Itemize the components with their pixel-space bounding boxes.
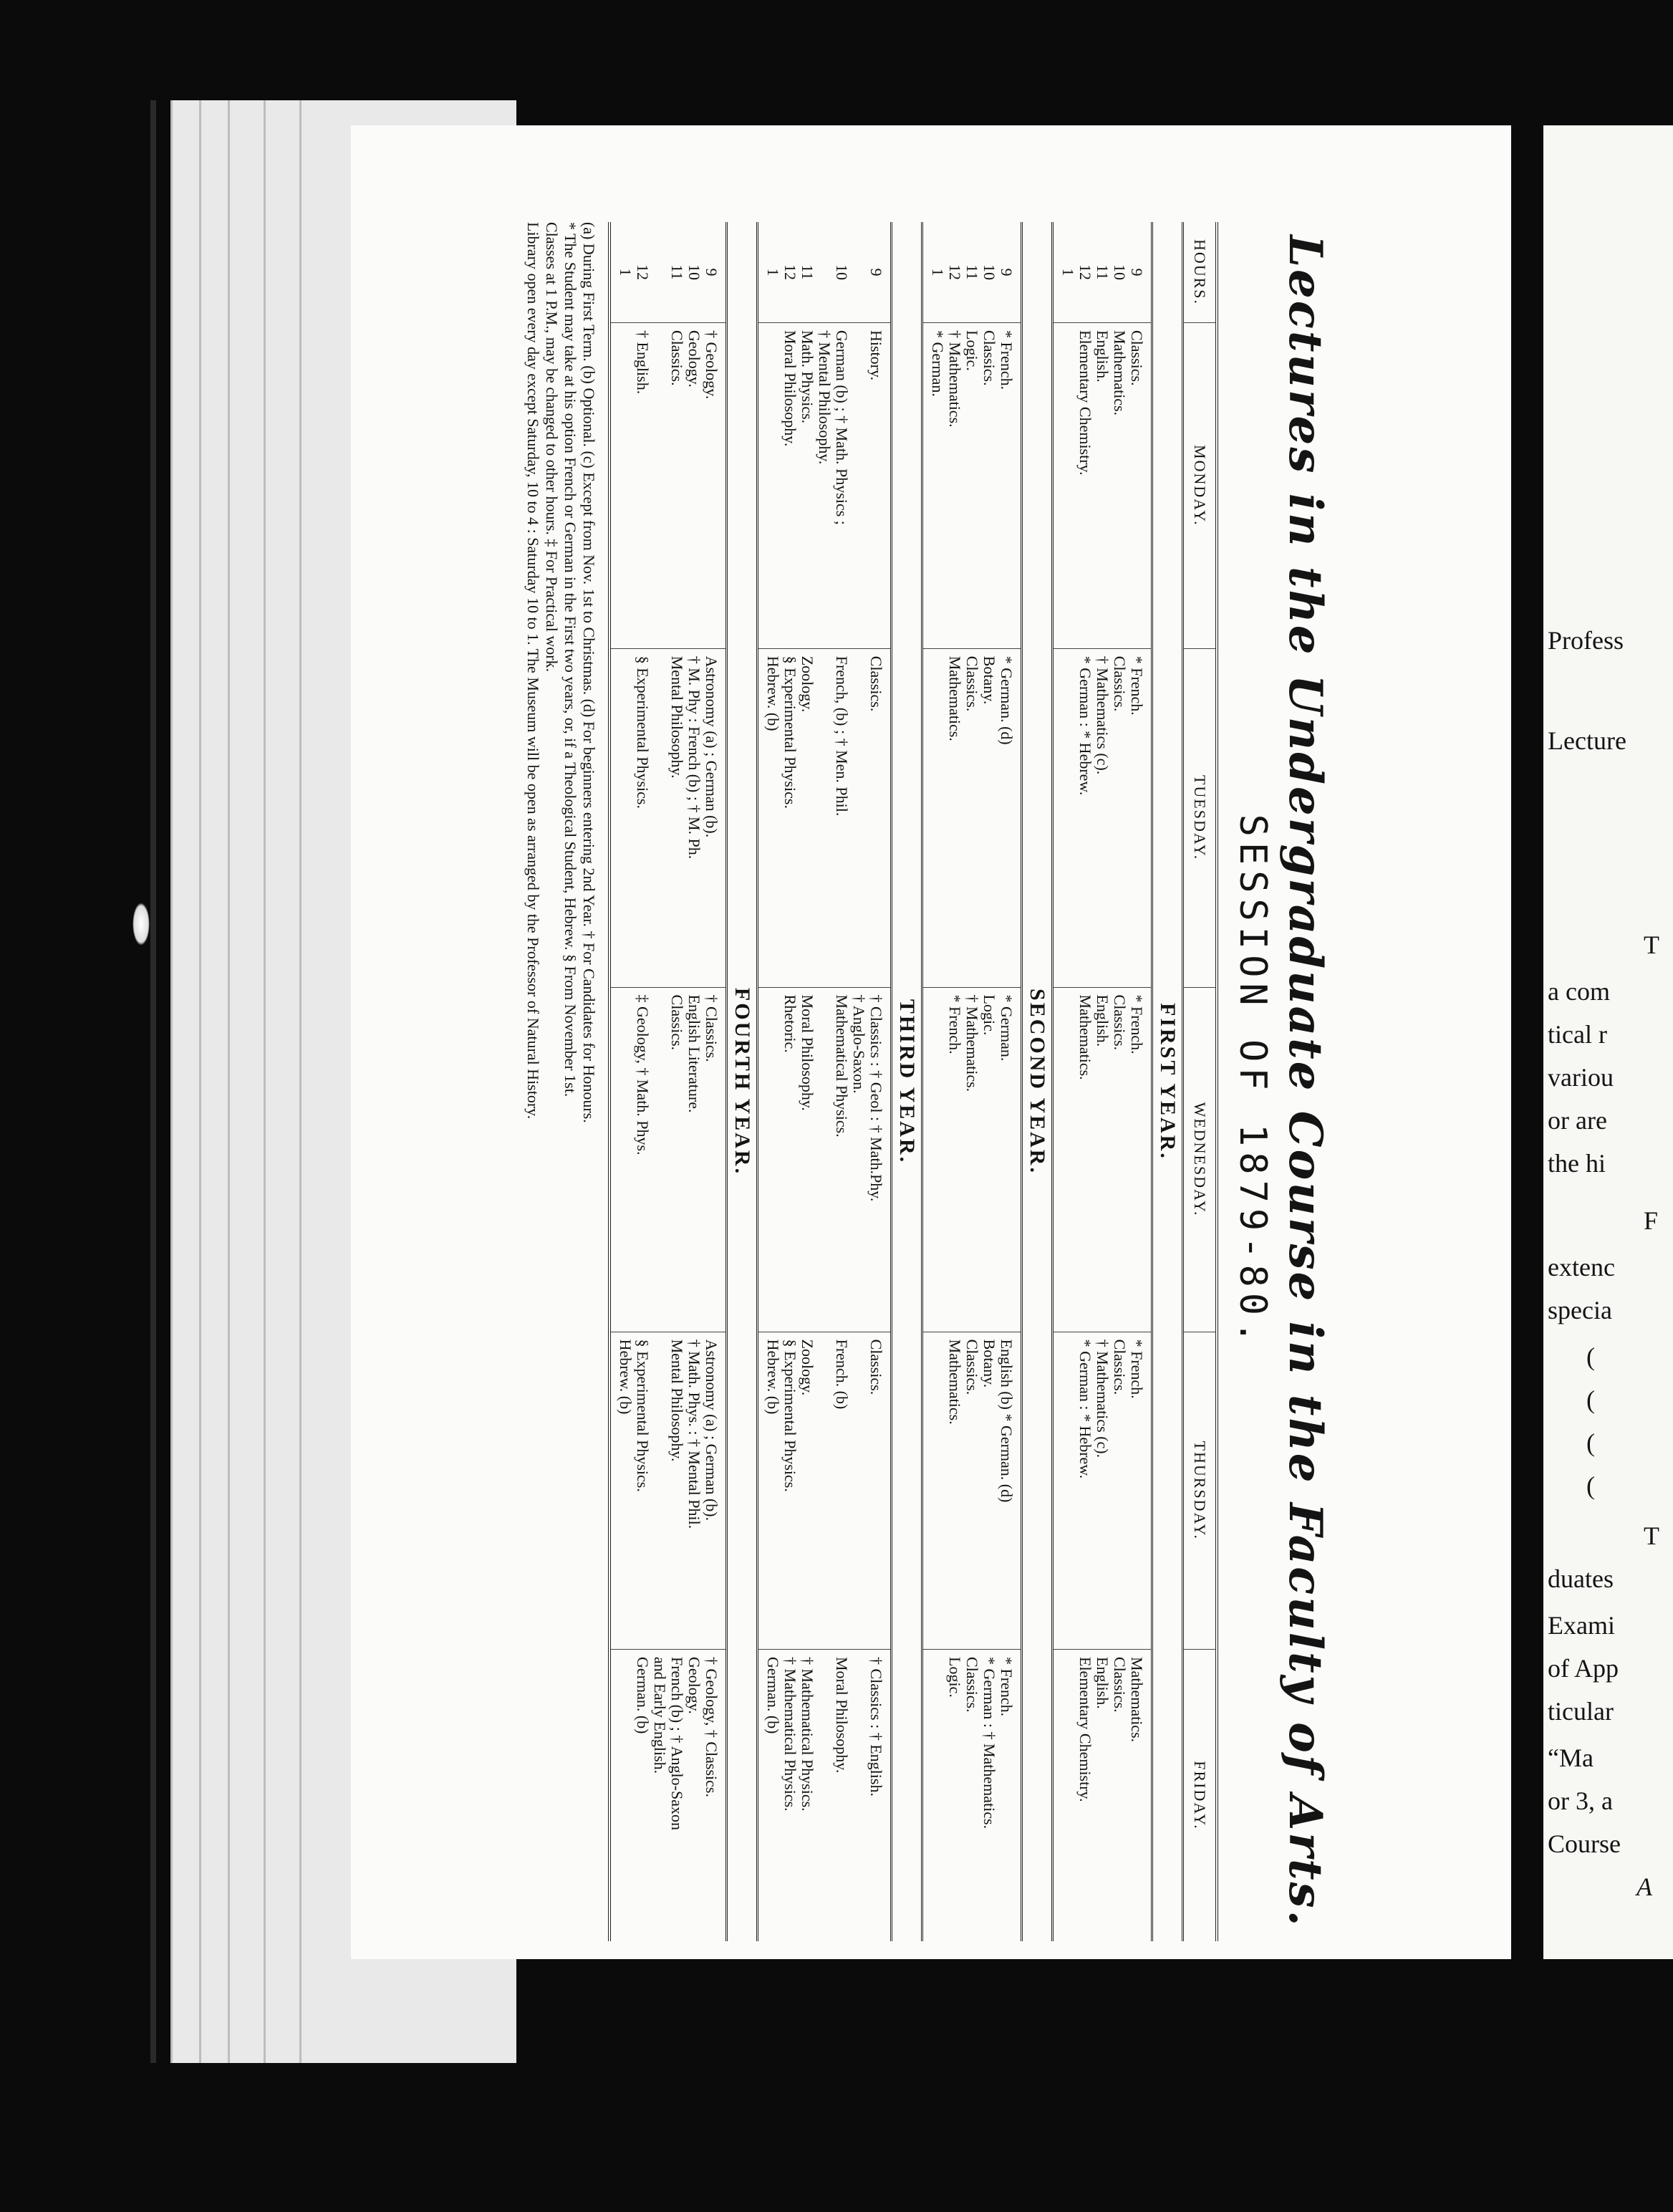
adjacent-line: A — [1636, 1872, 1652, 1901]
hours-cell: 9 10 11 12 1 — [922, 222, 1022, 323]
column-header-wednesday: WEDNESDAY. — [1183, 987, 1218, 1332]
lecture-timetable — [608, 222, 1218, 1941]
monday-cell: Classics. Mathematics. English. Elementary Chemistry. — [1053, 323, 1152, 649]
adjacent-line: T — [1644, 1521, 1659, 1550]
adjacent-line: tical r — [1548, 1020, 1607, 1049]
footnote-line: * The Student may take at his option French or German in the First two years, or, if a Theological Student, Hebrew. § From November 1st. — [561, 222, 579, 1097]
friday-cell: * French. * German : † Mathematics. Classics. Logic. — [946, 1657, 1016, 1829]
adjacent-line: “Ma — [1548, 1744, 1594, 1772]
year-heading: FOURTH YEAR. — [731, 987, 754, 1176]
adjacent-line: Course — [1548, 1829, 1621, 1858]
thursday-cell: * French. Classics. † Mathematics (c). * German : * Hebrew. — [1053, 1332, 1152, 1649]
adjacent-line: F — [1644, 1206, 1659, 1235]
adjacent-line: Profess — [1548, 626, 1624, 655]
column-header-friday: FRIDAY. — [1183, 1650, 1218, 1942]
year-heading-row — [1152, 222, 1183, 1941]
friday-cell: Mathematics. Classics. English. Elementary Chemistry. — [1076, 1657, 1146, 1802]
adjacent-page-fragment — [1543, 125, 1673, 1959]
column-header-thursday: THURSDAY. — [1183, 1332, 1218, 1649]
wednesday-cell: † Classics. English Literature. Classics. ‡ Geology, † Math. Phys. — [609, 987, 727, 1332]
column-header-monday: MONDAY. — [1183, 323, 1218, 649]
hours-cell: 9 10 11 12 1 — [758, 222, 892, 323]
adjacent-line: ( — [1586, 1385, 1595, 1414]
year-heading: THIRD YEAR. — [895, 999, 919, 1165]
page-title: Lectures in the Undergraduate Course in the Faculty of Arts. — [1278, 235, 1332, 1928]
adjacent-line: variou — [1548, 1063, 1614, 1092]
year-heading-row — [727, 222, 758, 1941]
tuesday-cell: * German. (d) Botany. Classics. Mathematics. — [922, 648, 1022, 987]
thursday-cell: English (b) * German. (d) Botany. Classics. Mathematics. — [922, 1332, 1022, 1649]
hours-cell: 9 10 11 12 1 — [609, 222, 727, 323]
tuesday-cell: * French. Classics. † Mathematics (c). * German : * Hebrew. — [1053, 648, 1152, 987]
year-heading: SECOND YEAR. — [1026, 989, 1049, 1175]
hours-cell: 9 10 11 12 1 — [1053, 222, 1152, 323]
adjacent-line: T — [1644, 931, 1659, 959]
year-heading-row — [892, 222, 922, 1941]
adjacent-line: specia — [1548, 1296, 1612, 1324]
table-row — [609, 222, 727, 1941]
column-header-hours: HOURS. — [1183, 222, 1218, 323]
wednesday-cell: * French. Classics. English. Mathematics. — [1053, 987, 1152, 1332]
table-row — [758, 222, 892, 1941]
session-heading: SESSION OF 1879-80. — [1231, 814, 1274, 1350]
adjacent-line: ( — [1586, 1342, 1595, 1371]
adjacent-line: ( — [1586, 1428, 1595, 1457]
paper-smudge — [132, 903, 150, 946]
adjacent-line: a com — [1548, 977, 1610, 1006]
table-header-row — [1183, 222, 1218, 1941]
rotated-timetable-page — [272, 208, 1346, 1956]
tuesday-cell: Classics. French, (b) ; † Men. Phil. Zoology. § Experimental Physics. Hebrew. (b) — [758, 648, 892, 987]
adjacent-line: ( — [1586, 1471, 1595, 1500]
adjacent-line: the hi — [1548, 1149, 1606, 1178]
thursday-cell: Astronomy (a) ; German (b). † Math. Phys. : † Mental Phil. Mental Philosophy. § Experimental Physics. Hebrew. (b) — [609, 1332, 727, 1649]
thursday-cell: Classics. French. (b) Zoology. § Experimental Physics. Hebrew. (b) — [758, 1332, 892, 1649]
monday-cell: * French. Classics. Logic. † Mathematics. * German. — [922, 323, 1022, 649]
footnote-line: Classes at 1 P.M., may be changed to other hours. ‡ For Practical work. — [543, 222, 561, 673]
adjacent-line: of App — [1548, 1654, 1619, 1683]
adjacent-line: ticular — [1548, 1697, 1614, 1726]
monday-cell: History. German (b) ; † Math. Physics ; † Mental Philosophy. Math. Physics. Moral Philosophy. — [758, 323, 892, 649]
adjacent-line: extenc — [1548, 1253, 1615, 1281]
friday-cell: † Geology, † Classics. Geology. French (b) ; † Anglo-Saxon and Early English. German. (b) — [634, 1657, 720, 1830]
tuesday-cell: Astronomy (a) ; German (b). † M. Phy : French (b) ; † M. Ph. Mental Philosophy. § Experimental Physics. — [609, 648, 727, 987]
table-row — [922, 222, 1022, 1941]
wednesday-cell: * German. Logic. † Mathematics. * French. — [922, 987, 1022, 1332]
footnote-line: (a) During First Term. (b) Optional. (c) Except from Nov. 1st to Christmas. (d) For beginners entering 2nd Year. † For Candidates for Honours. — [580, 222, 598, 1123]
column-header-tuesday: TUESDAY. — [1183, 648, 1218, 987]
table-row — [1053, 222, 1152, 1941]
footnotes — [524, 222, 598, 1941]
adjacent-line: Lecture — [1548, 726, 1626, 755]
year-heading-row — [1022, 222, 1053, 1941]
wednesday-cell: † Classics : † Geol : † Math.Phy. † Anglo-Saxon. Mathematical Physics. Moral Philosophy. Rhetoric. — [758, 987, 892, 1332]
monday-cell: † Geology. Geology. Classics. † English. — [609, 323, 727, 649]
adjacent-line: Exami — [1548, 1611, 1615, 1640]
footnote-line: Library open every day except Saturday, 10 to 4 : Saturday 10 to 1. The Museum will be open as arranged by the Professor of Natural History. — [524, 222, 542, 1120]
adjacent-line: or are — [1548, 1106, 1607, 1135]
adjacent-line: duates — [1548, 1564, 1614, 1593]
friday-cell: † Classics : † English. Moral Philosophy. † Mathematical Physics. † Mathematical Physics. German. (b) — [764, 1657, 885, 1812]
year-heading: FIRST YEAR. — [1156, 1003, 1180, 1160]
adjacent-line: or 3, a — [1548, 1787, 1613, 1815]
